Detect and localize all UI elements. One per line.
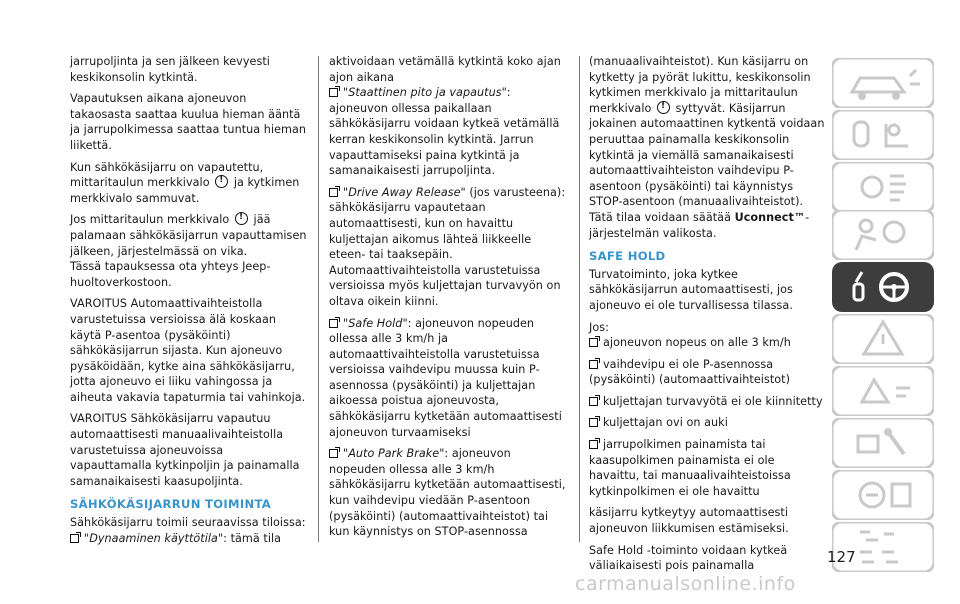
parking-brake-warning-icon bbox=[657, 101, 670, 114]
paragraph bbox=[70, 160, 308, 207]
warning-paragraph: VAROITUS Sähkökäsijarru vapautuu automaattisesti manuaalivaihteistolla varustetuissa ajoneuvoissa vapauttamalla kytkinpoljin ja painamalla samanaikaisesti kaasupoljinta. bbox=[70, 412, 300, 488]
chapter-icon-starting-driving bbox=[832, 262, 934, 312]
column-2 bbox=[329, 54, 569, 546]
mode-name: Dynaaminen käyttötila bbox=[89, 531, 218, 545]
paragraph: Vapautuksen aikana ajoneuvon takaosasta saattaa kuulua hieman ääntä ja jarrupolkimessa saattaa tuntua hieman liikettä. bbox=[70, 92, 307, 152]
bullet-icon bbox=[329, 88, 338, 97]
bullet-icon bbox=[589, 338, 598, 347]
watermark: carmanualsonline.info bbox=[575, 573, 796, 595]
paragraph: Turvatoiminto, joka kytkee sähkökäsijarrun automaattisesti, jos ajoneuvo ei ole turvallisessa tilassa. bbox=[589, 267, 793, 312]
bullet-item: "Staattinen pito ja vapautus": ajoneuvon ollessa paikallaan sähkökäsijarru voidaan kytkeä vetämällä kerran keskikonsolin kytkintä. Jarrun vapauttamiseksi paina kytkintä ja samanaikaisesti jarrupoljinta. bbox=[329, 86, 560, 178]
bullet-icon bbox=[589, 418, 598, 427]
mode-name: Staattinen pito ja vapautus bbox=[348, 86, 502, 100]
text: jää palamaan sähkökäsijarrun vapauttamisen jälkeen, järjestelmässä on vika. bbox=[70, 213, 307, 258]
paragraph bbox=[589, 54, 825, 210]
bullet-icon bbox=[329, 449, 338, 458]
text: -järjestelmän valikosta. bbox=[589, 210, 810, 240]
chapter-icon-lights bbox=[832, 162, 934, 212]
bullet-text: vaihdevipu ei ole P-asennossa (pysäköinti) (automaattivaihteistot) bbox=[589, 357, 791, 387]
paragraph: aktivoidaan vetämällä kytkintä koko ajan ajon aikana bbox=[329, 55, 561, 84]
bullet-item bbox=[589, 357, 825, 388]
warning-paragraph: VAROITUS Automaattivaihteistolla varustetuissa versioissa älä koskaan käytä P-asentoa (pysäköinti) sähkökäsijarrun sijasta. Kun ajoneuvo pysäköidään, kytke aina sähkökäsijarru, jotta ajoneuvo ei liiku vahingossa ja aiheuta vakavia tapaturmia tai vahinkoja. bbox=[70, 297, 306, 404]
chapter-icon-technical-data bbox=[832, 470, 934, 520]
page-number: 127 bbox=[827, 548, 856, 566]
text: (jos varusteena): sähkökäsijarru vapautetaan automaattisesti, kun on havaittu kuljettajan aikomus lähteä liikkeelle eteen- tai taaksepäin. Automaattivaihteistolla varustetuissa versioissa myös kuljettajan turvavyön on oltava oikein kiinni. bbox=[329, 185, 566, 308]
bullet-item bbox=[589, 415, 825, 431]
bullet-text: kuljettajan ovi on auki bbox=[603, 416, 728, 430]
text: Tätä tilaa voidaan säätää bbox=[589, 210, 731, 224]
bullet-icon bbox=[329, 188, 338, 197]
parking-brake-warning-icon bbox=[215, 175, 228, 188]
chapter-icon-emergency bbox=[832, 366, 934, 416]
text: syttyvät. Käsijarrun jokainen automaattinen kytkentä voidaan peruuttaa painamalla keskikonsolin kytkintä ja viemällä samanaikaisesti automaattivaihteiston vaihdevipu P-asentoon (pysäköinti) tai käynnistys STOP-asentoon (manuaalivaihteistot). bbox=[589, 101, 825, 209]
text: ja kytkimen merkkivalo sammuvat. bbox=[70, 176, 300, 205]
paragraph: jarrupoljinta ja sen jälkeen kevyesti keskikonsolin kytkintä. bbox=[70, 55, 270, 84]
paragraph: Tässä tapauksessa ota yhteys Jeep-huoltoverkostoon. bbox=[70, 260, 271, 289]
chapter-icon-key-seat bbox=[832, 110, 934, 160]
bullet-item: "Safe Hold": ajoneuvon nopeuden ollessa alle 3 km/h ja automaattivaihteistolla varustetuissa versioissa vaihdevipu muussa kuin P-asennossa (pysäköinti) ja kuljettajan aikoessa poistua ajoneuvosta, sähkökäsijarru kytketään automaattisesti ajoneuvon turvaamiseksi bbox=[329, 316, 562, 439]
chapter-icon-maintenance bbox=[832, 418, 934, 468]
brand-name: Uconnect™ bbox=[734, 210, 806, 224]
text: Kun sähkökäsijarru on vapautettu, mittaritaulun merkkivalo bbox=[70, 160, 264, 190]
text: Jos mittaritaulun merkkivalo bbox=[70, 213, 230, 227]
text: : ajoneuvon nopeuden ollessa alle 3 km/h ja automaattivaihteistolla varustetuissa versioissa vaihdevipu muussa kuin P-asennossa (pysäköinti) ja kuljettajan aikoessa poistua ajoneuvosta, sähkökäsijarru kytketään automaattisesti ajoneuvon turvaamiseksi bbox=[329, 316, 562, 439]
text: : tämä tila bbox=[223, 531, 282, 545]
text: ajoneuvon ollessa paikallaan sähkökäsijarru voidaan kytkeä vetämällä kerran keskikonsolin kytkintä. Jarrun vapauttamiseksi paina kytkintä ja samanaikaisesti jarrupoljinta. bbox=[329, 101, 560, 178]
bullet-text: jarrupolkimen painamista tai kaasupolkimen painamista ei ole havaittu, tai manuaalivaihteistoissa kytkinpolkimen ei ole havaittu bbox=[589, 438, 791, 498]
section-heading: SAFE HOLD bbox=[589, 249, 666, 264]
bullet-item bbox=[589, 394, 825, 410]
column-divider bbox=[579, 56, 580, 542]
bullet-item: "Dynaaminen käyttötila": tämä tila bbox=[70, 531, 308, 547]
paragraph: Sähkökäsijarru toimii seuraavissa tiloissa: bbox=[70, 516, 306, 530]
bullet-text: ajoneuvon nopeus on alle 3 km/h bbox=[603, 336, 791, 350]
paragraph: Safe Hold -toiminto voidaan kytkeä väliaikaisesti pois painamalla bbox=[589, 543, 788, 573]
bullet-item bbox=[589, 437, 825, 499]
paragraph: Jos: bbox=[589, 320, 609, 334]
bullet-item: "Drive Away Release" (jos varusteena): sähkökäsijarru vapautetaan automaattisesti, kun on havaittu kuljettajan aikomus lähteä liikkeelle eteen- tai taaksepäin. Automaattivaihteistolla varustetuissa versioissa myös kuljettajan turvavyön on oltava oikein kiinni. bbox=[329, 185, 566, 308]
column-3 bbox=[589, 54, 825, 580]
bullet-item bbox=[589, 335, 825, 351]
bullet-list bbox=[589, 335, 825, 499]
chapter-icon-car-overview bbox=[832, 58, 934, 108]
column-divider bbox=[318, 56, 319, 542]
text: : ajoneuvon nopeuden ollessa alle 3 km/h sähkökäsijarru kytketään automaattisesti, kun vaihdevipu viedään P-asentoon (pysäköinti) (automaattivaihteistot) tai kun käynnistys on STOP-asennossa bbox=[329, 447, 566, 539]
paragraph bbox=[70, 212, 308, 259]
bullet-icon bbox=[589, 360, 598, 369]
bullet-icon bbox=[70, 534, 79, 543]
column-1 bbox=[70, 54, 308, 552]
bullet-text: kuljettajan turvavyötä ei ole kiinnitetty bbox=[603, 394, 823, 408]
text: (manuaalivaihteistot). Kun käsijarru on kytketty ja pyörät lukittu, keskikonsolin kytkimen merkkivalo ja mittaritaulun merkkivalo bbox=[589, 55, 811, 115]
parking-brake-warning-icon bbox=[235, 212, 248, 225]
bullet-icon bbox=[329, 319, 338, 328]
bullet-icon bbox=[589, 440, 598, 449]
mode-name: Drive Away Release bbox=[348, 185, 461, 199]
chapter-icon-warning bbox=[832, 314, 934, 364]
mode-name: Auto Park Brake bbox=[348, 447, 440, 461]
chapter-icon-airbag bbox=[832, 210, 934, 260]
mode-name: Safe Hold bbox=[348, 316, 403, 330]
section-heading: SÄHKÖKÄSIJARRUN TOIMINTA bbox=[70, 497, 272, 512]
paragraph bbox=[589, 210, 825, 241]
paragraph: käsijarru kytkeytyy automaattisesti ajoneuvon liikkumisen estämiseksi. bbox=[589, 506, 789, 536]
bullet-icon bbox=[589, 397, 598, 406]
bullet-item: "Auto Park Brake": ajoneuvon nopeuden ollessa alle 3 km/h sähkökäsijarru kytketään automaattisesti, kun vaihdevipu viedään P-asentoon (pysäköinti) (automaattivaihteistot) tai kun käynnistys on STOP-asennossa bbox=[329, 447, 566, 539]
